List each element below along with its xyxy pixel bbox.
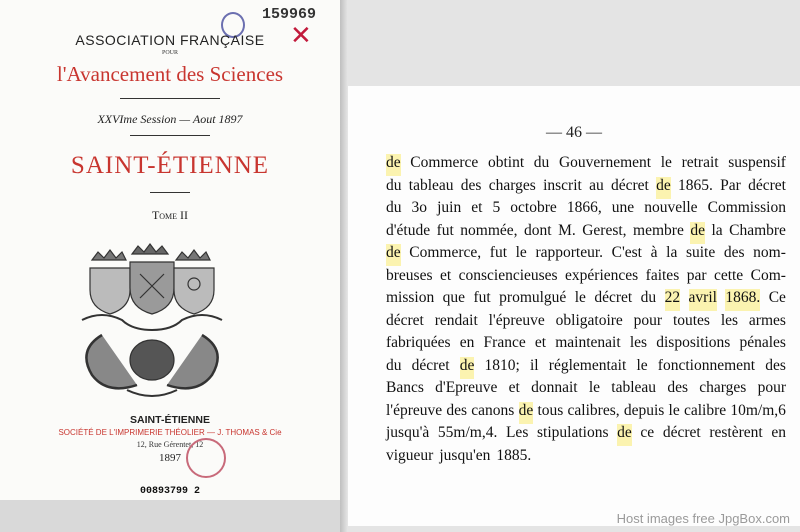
- publication-year: 1897: [159, 452, 181, 464]
- word: obtint: [487, 154, 525, 171]
- word: jusqu'à: [386, 424, 430, 441]
- right-panel: [348, 0, 800, 532]
- publisher-city: SAINT-ÉTIENNE: [130, 414, 210, 426]
- rule: [150, 192, 190, 193]
- text-line: [386, 312, 786, 334]
- word: 10m/m,6: [730, 401, 786, 419]
- text-line: [386, 199, 786, 221]
- stamp-number: 159969: [262, 6, 317, 23]
- tome-label: Tome II: [151, 208, 189, 222]
- word: octobre: [510, 199, 557, 216]
- association-title: ASSOCIATION FRANÇAISE: [75, 32, 265, 48]
- publisher-name: SOCIÉTÉ DE L'IMPRIMERIE THÉOLIER — J. THOMAS & Cie: [58, 428, 282, 437]
- word: expériences: [565, 266, 639, 284]
- word: fut: [489, 244, 507, 261]
- word: ce: [640, 424, 655, 441]
- word: rendait: [434, 311, 478, 329]
- word: jusqu'en: [439, 446, 491, 464]
- word: le: [660, 154, 672, 171]
- word: Les: [505, 424, 529, 441]
- word: Commission: [707, 199, 786, 216]
- word: que: [442, 289, 466, 306]
- word: nommée,: [460, 221, 518, 239]
- word: fut: [473, 289, 491, 306]
- word: des: [446, 401, 468, 419]
- word: de: [460, 357, 475, 379]
- barcode-number: 00893799 2: [139, 486, 200, 497]
- word: en: [771, 424, 786, 441]
- word: dispositions: [656, 334, 731, 351]
- text-line: [386, 447, 531, 469]
- word: France: [483, 334, 526, 351]
- word: Gouvernement: [558, 154, 652, 171]
- word: décret: [662, 424, 701, 441]
- word: 55m/m,4.: [437, 424, 498, 441]
- word: nom-: [753, 244, 786, 261]
- word: la: [666, 244, 678, 261]
- word: Commerce,: [409, 244, 482, 261]
- word: du: [386, 176, 402, 194]
- word: le: [574, 289, 586, 306]
- word: suspensif: [728, 154, 786, 171]
- word: calibres,: [567, 401, 620, 419]
- text-line: [386, 334, 786, 356]
- word: pénales: [739, 334, 786, 351]
- word: Chambre: [729, 221, 786, 239]
- word: fabriquées: [386, 334, 451, 351]
- page-gutter: [340, 0, 348, 532]
- word: inscrit: [543, 176, 582, 194]
- word: de: [386, 244, 401, 266]
- word: d'étude: [386, 221, 431, 239]
- text-line: [386, 289, 786, 311]
- word: maintenait: [555, 334, 621, 351]
- word: calibre: [683, 401, 727, 419]
- word: rapporteur.: [535, 244, 604, 261]
- rule: [120, 98, 220, 99]
- word: stipulations: [537, 424, 609, 441]
- text-line: [386, 154, 786, 176]
- word: décret: [610, 176, 649, 194]
- text-line: [386, 357, 786, 379]
- word: retrait: [681, 154, 719, 171]
- word: 1865.: [678, 176, 713, 194]
- word: toutes: [672, 311, 710, 329]
- word: 1885.: [496, 446, 532, 464]
- text-line: [386, 244, 786, 266]
- word: consciencieuses: [458, 266, 558, 284]
- word: du: [386, 356, 402, 374]
- word: décret: [594, 289, 633, 306]
- coat-of-arms-illustration: [72, 240, 232, 405]
- word: obligatoire: [555, 311, 623, 329]
- book-cover: [0, 0, 340, 500]
- word: Ce: [768, 289, 786, 306]
- word: au: [589, 176, 604, 194]
- word: les: [720, 311, 739, 329]
- word: à: [650, 244, 658, 261]
- word: des: [667, 379, 688, 396]
- word: juin: [437, 199, 462, 216]
- word: et: [471, 199, 483, 216]
- text-line: [386, 177, 786, 199]
- word: du: [533, 154, 550, 171]
- word: du: [640, 289, 657, 306]
- word: cette: [713, 266, 744, 284]
- word: tableau: [408, 176, 454, 194]
- word: de: [519, 402, 534, 424]
- pour-label: POUR: [161, 50, 178, 56]
- word: réglementait: [548, 356, 627, 374]
- word: pour: [633, 311, 663, 329]
- word: décret: [748, 176, 786, 194]
- document-page: [348, 86, 800, 526]
- red-cross-mark: ✕: [290, 21, 312, 51]
- word: la: [711, 221, 723, 239]
- word: armes: [748, 311, 786, 329]
- word: l'épreuve: [488, 311, 545, 329]
- word: le: [636, 356, 648, 374]
- word: promulgué: [499, 289, 567, 306]
- word: dont: [524, 221, 552, 239]
- text-line: [386, 424, 786, 446]
- word: 1810;: [484, 356, 520, 374]
- word: de: [656, 177, 671, 199]
- word: en: [459, 334, 475, 351]
- word: Com-: [750, 266, 786, 284]
- text-line: [386, 267, 786, 289]
- word: fut: [436, 221, 454, 239]
- city-title: SAINT-ÉTIENNE: [70, 152, 270, 179]
- word: canons: [471, 401, 515, 419]
- word: tableau: [611, 379, 657, 396]
- word: charges: [699, 379, 747, 396]
- word: de: [690, 222, 705, 244]
- word: 1868.: [725, 289, 760, 311]
- word: le: [668, 401, 680, 419]
- word: de: [617, 424, 632, 446]
- word: vigueur: [386, 446, 434, 464]
- page-number: — 46 —: [546, 124, 602, 141]
- word: d'Epreuve: [435, 379, 498, 396]
- word: 5: [492, 199, 501, 216]
- rule: [130, 135, 210, 136]
- word: et: [439, 266, 452, 284]
- word: breuses: [386, 266, 433, 284]
- word: des: [460, 176, 482, 194]
- library-stamp-seal: [186, 438, 226, 478]
- word: 22: [665, 289, 681, 311]
- word: nouvelle: [644, 199, 698, 216]
- word: Bancs: [386, 379, 424, 396]
- word: donnait: [531, 379, 578, 396]
- word: 3o: [411, 199, 428, 216]
- word: tous: [537, 401, 564, 419]
- word: faites: [645, 266, 680, 284]
- word: le: [588, 379, 601, 396]
- word: par: [686, 266, 707, 284]
- word: du: [386, 199, 402, 216]
- word: M.: [558, 221, 576, 239]
- word: décret: [386, 311, 424, 329]
- publisher-address: 12, Rue Gérentet, 12: [136, 440, 204, 449]
- avancement-title: l'Avancement des Sciences: [56, 62, 284, 86]
- text-line: [386, 222, 786, 244]
- word: décret: [411, 356, 450, 374]
- word: les: [629, 334, 648, 351]
- word: l'épreuve: [386, 401, 443, 419]
- word: avril: [689, 289, 717, 311]
- word: des: [765, 356, 786, 374]
- word: depuis: [623, 401, 665, 419]
- word: et: [534, 334, 547, 351]
- word: et: [508, 379, 520, 396]
- session-line: XXVIme Session — Aout 1897: [97, 112, 243, 126]
- word: charges: [488, 176, 536, 194]
- word: mission: [386, 289, 435, 306]
- word: restèrent: [709, 424, 763, 441]
- word: membre: [633, 221, 684, 239]
- word: Commerce: [410, 154, 479, 171]
- word: C'est: [611, 244, 642, 261]
- text-line: [386, 379, 786, 401]
- word: il: [530, 356, 539, 374]
- word: pour: [757, 379, 786, 396]
- word: Gerest,: [582, 221, 627, 239]
- word: le: [515, 244, 527, 261]
- footer-credit: Host images free JpgBox.com: [616, 511, 790, 526]
- word: 1866,: [566, 199, 602, 216]
- word: des: [723, 244, 745, 261]
- word: fonctionnement: [657, 356, 756, 374]
- word: une: [611, 199, 635, 216]
- text-line: [386, 402, 786, 424]
- word: Par: [720, 176, 741, 194]
- word: suite: [685, 244, 716, 261]
- word: de: [386, 154, 401, 176]
